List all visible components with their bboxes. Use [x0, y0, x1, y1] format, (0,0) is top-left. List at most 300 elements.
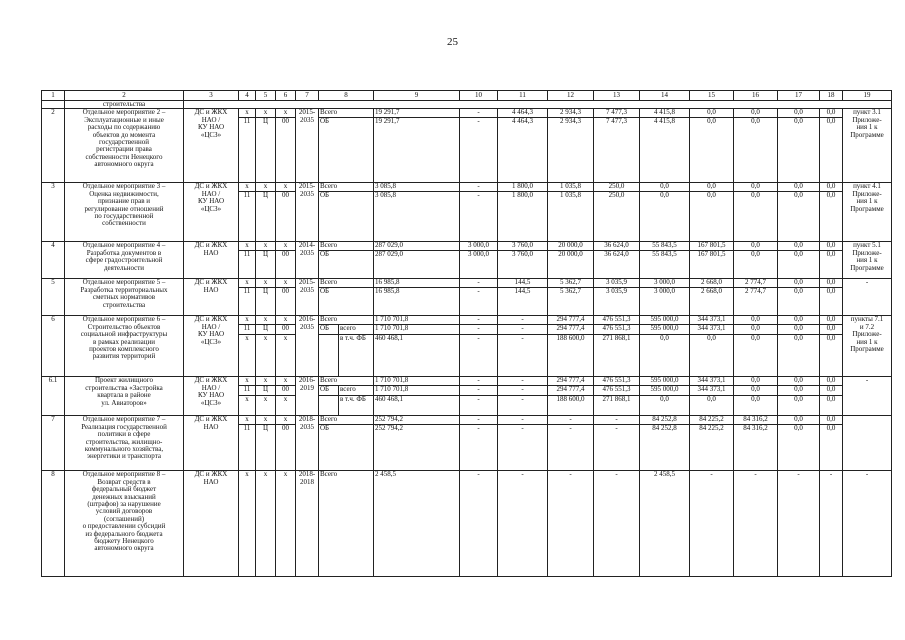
funding-source: в т.ч. ФБ [319, 396, 374, 416]
amount-cell: - [498, 416, 548, 425]
amount-cell: - [690, 471, 734, 577]
code-cell: х [256, 279, 276, 288]
column-header-5: 5 [256, 91, 276, 101]
column-header-3: 3 [184, 91, 239, 101]
period: 2018- 2018 [296, 471, 319, 577]
column-header-4: 4 [239, 91, 256, 101]
amount-cell: 84 252,8 [640, 425, 690, 471]
amount-cell: 1 710 701,8 [374, 316, 460, 325]
amount-cell: 2 774,7 [734, 279, 778, 288]
amount-cell: 1 800,0 [498, 183, 548, 192]
amount-cell: - [498, 325, 548, 335]
code-cell: 11 [239, 251, 256, 279]
code-cell: х [239, 279, 256, 288]
amount-cell: 0,0 [820, 396, 843, 416]
amount-cell: 5 362,7 [548, 279, 594, 288]
column-header-15: 15 [690, 91, 734, 101]
amount-cell: 0,0 [690, 118, 734, 183]
amount-cell: 3 760,0 [498, 242, 548, 251]
amount-cell: 287 029,0 [374, 242, 460, 251]
code-cell: х [276, 377, 296, 386]
code-cell: х [276, 279, 296, 288]
amount-cell: 188 600,0 [548, 335, 594, 377]
amount-cell: 5 362,7 [548, 288, 594, 316]
code-cell: 11 [239, 325, 256, 335]
amount-cell: - [460, 425, 498, 471]
executor: ДС и ЖКХ НАО / КУ НАО «ЦСЗ» [184, 183, 239, 242]
amount-cell: 4 415,8 [640, 109, 690, 118]
amount-cell: 0,0 [778, 396, 820, 416]
amount-cell: 167 801,5 [690, 251, 734, 279]
amount-cell: - [460, 377, 498, 386]
amount-cell: 344 373,1 [690, 377, 734, 386]
column-header-11: 11 [498, 91, 548, 101]
amount-cell: 0,0 [820, 325, 843, 335]
period: 2018- 2035 [296, 416, 319, 471]
amount-cell: 2 774,7 [734, 288, 778, 316]
amount-cell: 0,0 [820, 279, 843, 288]
amount-cell: 0,0 [690, 183, 734, 192]
code-cell: х [256, 183, 276, 192]
amount-cell: 84 225,2 [690, 416, 734, 425]
program-reference: пункты 7.1 и 7.2 Приложе- ния 1 к Программе [843, 316, 892, 377]
amount-cell: - [498, 377, 548, 386]
amount-cell: 0,0 [734, 192, 778, 242]
amount-cell: - [460, 386, 498, 396]
column-header-18: 18 [820, 91, 843, 101]
table-row [42, 109, 892, 118]
amount-cell: 0,0 [820, 118, 843, 183]
page-number: 25 [447, 36, 458, 48]
amount-cell: - [498, 316, 548, 325]
amount-cell: 0,0 [820, 416, 843, 425]
code-cell: х [239, 183, 256, 192]
code-cell: 11 [239, 288, 256, 316]
code-cell: х [276, 316, 296, 325]
funding-source: Всего [319, 416, 374, 425]
amount-cell: 84 252,8 [640, 416, 690, 425]
amount-cell: 0,0 [690, 109, 734, 118]
amount-cell: 287 029,0 [374, 251, 460, 279]
amount-cell: 250,0 [594, 183, 640, 192]
amount-cell: 0,0 [734, 325, 778, 335]
amount-cell: 1 800,0 [498, 192, 548, 242]
funding-source: Всего [319, 279, 374, 288]
amount-cell: - [594, 471, 640, 577]
code-cell: х [276, 109, 296, 118]
amount-cell: 252 794,2 [374, 416, 460, 425]
amount-cell: 7 477,3 [594, 109, 640, 118]
amount-cell: 0,0 [640, 335, 690, 377]
funding-source: ОБ [319, 425, 374, 471]
amount-cell: 3 760,0 [498, 251, 548, 279]
amount-cell: 344 373,1 [690, 325, 734, 335]
program-reference: пункт 3.1 Приложе- ния 1 к Программе [843, 109, 892, 183]
code-cell: 11 [239, 118, 256, 183]
executor: ДС и ЖКХ НАО [184, 242, 239, 279]
code-cell: Ц [256, 425, 276, 471]
code-cell: х [256, 396, 276, 416]
activity-name: Отдельное мероприятие 5 – Разработка территориальных сметных нормативов строительства [65, 279, 184, 316]
row-number: 8 [42, 471, 65, 577]
program-reference [843, 416, 892, 471]
amount-cell: 36 624,0 [594, 251, 640, 279]
amount-cell: 595 000,0 [640, 377, 690, 386]
amount-cell: 1 035,8 [548, 192, 594, 242]
code-cell: х [239, 416, 256, 425]
amount-cell: 0,0 [778, 425, 820, 471]
column-header-10: 10 [460, 91, 498, 101]
amount-cell: 144,5 [498, 279, 548, 288]
amount-cell: 460 468,1 [374, 335, 460, 377]
table-body [42, 91, 892, 577]
amount-cell: - [498, 471, 548, 577]
amount-cell: 4 464,3 [498, 109, 548, 118]
amount-cell: - [460, 316, 498, 325]
amount-cell: 0,0 [778, 377, 820, 386]
amount-cell: 0,0 [820, 109, 843, 118]
column-header-1: 1 [42, 91, 65, 101]
amount-cell: 188 600,0 [548, 396, 594, 416]
amount-cell: - [498, 396, 548, 416]
amount-cell: - [460, 109, 498, 118]
amount-cell: 4 415,8 [640, 118, 690, 183]
column-header-16: 16 [734, 91, 778, 101]
amount-cell: - [460, 471, 498, 577]
amount-cell: 3 000,0 [640, 288, 690, 316]
amount-cell: 0,0 [734, 242, 778, 251]
amount-cell: 0,0 [820, 425, 843, 471]
table-row [42, 279, 892, 288]
amount-cell: 20 000,0 [548, 251, 594, 279]
amount-cell: 3 000,0 [640, 279, 690, 288]
amount-cell: 3 085,8 [374, 183, 460, 192]
amount-cell: 595 000,0 [640, 386, 690, 396]
amount-cell: 7 477,3 [594, 118, 640, 183]
column-header-2: 2 [65, 91, 184, 101]
amount-cell: 0,0 [734, 386, 778, 396]
amount-cell: 55 843,5 [640, 242, 690, 251]
activity-name: Проект жилищного строительства «Застройка квартала в районе ул. Авиаторов» [65, 377, 184, 416]
amount-cell: 0,0 [690, 396, 734, 416]
period: 2014- 2035 [296, 242, 319, 279]
amount-cell: 0,0 [820, 377, 843, 386]
activity-name: Отдельное мероприятие 3 – Оценка недвижимости, признание прав и регулирование отношений по государственной собственности [65, 183, 184, 242]
amount-cell: 294 777,4 [548, 316, 594, 325]
column-header-9: 9 [374, 91, 460, 101]
activity-name: Отдельное мероприятие 7 – Реализация государственной политики в сфере строительства, жилищно- коммунального хозяйства, энергетики и транспорта [65, 416, 184, 471]
executor: ДС и ЖКХ НАО / КУ НАО «ЦСЗ» [184, 377, 239, 416]
table-row [42, 242, 892, 251]
amount-cell: 2 934,3 [548, 109, 594, 118]
amount-cell: - [460, 183, 498, 192]
funding-source: Всего [319, 377, 374, 386]
code-cell: х [239, 242, 256, 251]
code-cell: х [256, 377, 276, 386]
amount-cell: 1 710 701,8 [374, 386, 460, 396]
code-cell: 00 [276, 386, 296, 396]
period: 2016- 2019 [296, 377, 319, 416]
amount-cell: 294 777,4 [548, 377, 594, 386]
amount-cell: 16 985,8 [374, 279, 460, 288]
program-reference: - [843, 279, 892, 316]
row-number: 6.1 [42, 377, 65, 416]
funding-source: ОБ всего [319, 325, 374, 335]
code-cell: х [256, 242, 276, 251]
amount-cell: 252 794,2 [374, 425, 460, 471]
amount-cell: 344 373,1 [690, 316, 734, 325]
code-cell: х [256, 316, 276, 325]
amount-cell: 0,0 [734, 396, 778, 416]
amount-cell: 2 458,5 [640, 471, 690, 577]
amount-cell: - [594, 425, 640, 471]
column-header-7: 7 [296, 91, 319, 101]
amount-cell: 3 085,8 [374, 192, 460, 242]
amount-cell: 55 843,5 [640, 251, 690, 279]
code-cell: Ц [256, 192, 276, 242]
amount-cell: 0,0 [640, 396, 690, 416]
amount-cell: - [594, 416, 640, 425]
amount-cell: 0,0 [734, 377, 778, 386]
amount-cell: 294 777,4 [548, 386, 594, 396]
amount-cell: 460 468,1 [374, 396, 460, 416]
amount-cell: 0,0 [778, 118, 820, 183]
funding-source: ОБ [319, 118, 374, 183]
amount-cell: 0,0 [690, 192, 734, 242]
funding-source: ОБ [319, 288, 374, 316]
period: 2015- 2035 [296, 109, 319, 183]
code-cell: 00 [276, 192, 296, 242]
code-cell: х [239, 109, 256, 118]
amount-cell: 0,0 [640, 192, 690, 242]
amount-cell: 3 000,0 [460, 242, 498, 251]
period: 2016- 2035 [296, 316, 319, 377]
funding-source: ОБ [319, 192, 374, 242]
row-number: 5 [42, 279, 65, 316]
amount-cell: 0,0 [734, 183, 778, 192]
activity-name: Отдельное мероприятие 8 – Возврат средств в федеральный бюджет денежных взысканий (штрафов) за нарушение условий договоров (соглашений) о предоставлении субсидий из федерального бюджета бюджету Ненецкого автономного округа [65, 471, 184, 577]
code-cell: х [239, 316, 256, 325]
amount-cell: 144,5 [498, 288, 548, 316]
column-header-14: 14 [640, 91, 690, 101]
amount-cell: 0,0 [778, 183, 820, 192]
amount-cell: 0,0 [778, 109, 820, 118]
amount-cell: - [460, 279, 498, 288]
amount-cell: 2 668,0 [690, 279, 734, 288]
amount-cell: 476 551,3 [594, 316, 640, 325]
amount-cell: 0,0 [820, 386, 843, 396]
amount-cell: - [498, 386, 548, 396]
amount-cell: - [460, 118, 498, 183]
amount-cell: 0,0 [734, 251, 778, 279]
code-cell: х [276, 335, 296, 377]
amount-cell: - [498, 425, 548, 471]
code-cell: х [256, 416, 276, 425]
amount-cell: 2 668,0 [690, 288, 734, 316]
amount-cell: 1 035,8 [548, 183, 594, 192]
amount-cell: - [460, 416, 498, 425]
table-row [42, 377, 892, 386]
funding-source: Всего [319, 242, 374, 251]
amount-cell: 0,0 [778, 386, 820, 396]
amount-cell: - [498, 335, 548, 377]
funding-source: Всего [319, 183, 374, 192]
column-header-19: 19 [843, 91, 892, 101]
amount-cell: 19 291,7 [374, 118, 460, 183]
code-cell: 11 [239, 192, 256, 242]
amount-cell: - [548, 471, 594, 577]
code-cell: х [276, 242, 296, 251]
executor: ДС и ЖКХ НАО / КУ НАО «ЦСЗ» [184, 316, 239, 377]
column-header-6: 6 [276, 91, 296, 101]
program-activities-table [41, 90, 892, 577]
row-number: 2 [42, 109, 65, 183]
amount-cell: 36 624,0 [594, 242, 640, 251]
table-row [42, 471, 892, 577]
activity-name: Отдельное мероприятие 6 – Строительство объектов социальной инфраструктуры в рамках реализации проектов комплексного развития территорий [65, 316, 184, 377]
amount-cell: 20 000,0 [548, 242, 594, 251]
executor: ДС и ЖКХ НАО / КУ НАО «ЦСЗ» [184, 109, 239, 183]
amount-cell: - [820, 471, 843, 577]
amount-cell: 0,0 [734, 118, 778, 183]
code-cell: х [276, 416, 296, 425]
amount-cell: 595 000,0 [640, 316, 690, 325]
code-cell: Ц [256, 288, 276, 316]
amount-cell: 0,0 [820, 242, 843, 251]
code-cell: 11 [239, 386, 256, 396]
amount-cell: - [460, 288, 498, 316]
amount-cell: 271 868,1 [594, 396, 640, 416]
column-header-8: 8 [319, 91, 374, 101]
row-number: 4 [42, 242, 65, 279]
code-cell: 11 [239, 425, 256, 471]
amount-cell: 19 291,7 [374, 109, 460, 118]
amount-cell: 250,0 [594, 192, 640, 242]
amount-cell: - [460, 396, 498, 416]
amount-cell: - [460, 325, 498, 335]
amount-cell: 0,0 [820, 335, 843, 377]
activity-name: Отдельное мероприятие 2 – Эксплуатационные и иные расходы по содержанию объектов до момента государственной регистрации права собственности Ненецкого автономного округа [65, 109, 184, 183]
amount-cell: 476 551,3 [594, 386, 640, 396]
period: 2015- 2035 [296, 279, 319, 316]
amount-cell: 0,0 [820, 192, 843, 242]
amount-cell: 476 551,3 [594, 325, 640, 335]
amount-cell: 595 000,0 [640, 325, 690, 335]
amount-cell: 344 373,1 [690, 386, 734, 396]
amount-cell: 0,0 [778, 316, 820, 325]
amount-cell: 167 801,5 [690, 242, 734, 251]
column-header-12: 12 [548, 91, 594, 101]
amount-cell: 0,0 [820, 288, 843, 316]
code-cell: х [239, 471, 256, 577]
funding-source: ОБ [319, 251, 374, 279]
continuation-text: строительства [65, 101, 184, 109]
amount-cell: 0,0 [734, 316, 778, 325]
amount-cell: 3 000,0 [460, 251, 498, 279]
funding-source: Всего [319, 471, 374, 577]
amount-cell: 0,0 [820, 251, 843, 279]
funding-source: Всего [319, 109, 374, 118]
amount-cell: 0,0 [778, 325, 820, 335]
amount-cell: 294 777,4 [548, 325, 594, 335]
amount-cell: 0,0 [778, 279, 820, 288]
code-cell: Ц [256, 118, 276, 183]
code-cell: х [239, 335, 256, 377]
amount-cell: 84 316,2 [734, 416, 778, 425]
column-header-17: 17 [778, 91, 820, 101]
amount-cell: 3 035,9 [594, 288, 640, 316]
program-reference: - [843, 471, 892, 577]
code-cell: х [256, 109, 276, 118]
code-cell: х [256, 335, 276, 377]
code-cell: 00 [276, 288, 296, 316]
amount-cell: - [548, 425, 594, 471]
amount-cell: - [548, 416, 594, 425]
amount-cell: 1 710 701,8 [374, 325, 460, 335]
funding-source: Всего [319, 316, 374, 325]
amount-cell: 0,0 [778, 416, 820, 425]
column-number-header [42, 91, 892, 101]
amount-cell: - [460, 192, 498, 242]
amount-cell: 0,0 [640, 183, 690, 192]
amount-cell: 0,0 [734, 109, 778, 118]
code-cell: х [239, 377, 256, 386]
amount-cell: 271 868,1 [594, 335, 640, 377]
amount-cell: - [734, 471, 778, 577]
row-number: 7 [42, 416, 65, 471]
amount-cell: - [778, 471, 820, 577]
amount-cell: 0,0 [778, 335, 820, 377]
code-cell: х [276, 396, 296, 416]
amount-cell: 0,0 [820, 316, 843, 325]
code-cell: х [276, 471, 296, 577]
code-cell: х [239, 396, 256, 416]
table-row [42, 316, 892, 325]
program-reference: пункт 5.1 Приложе- ния 1 к Программе [843, 242, 892, 279]
code-cell: х [256, 471, 276, 577]
code-cell: 00 [276, 425, 296, 471]
continuation-row [42, 101, 892, 109]
table-row [42, 183, 892, 192]
column-header-13: 13 [594, 91, 640, 101]
code-cell: 00 [276, 251, 296, 279]
amount-cell: 84 225,2 [690, 425, 734, 471]
code-cell: х [276, 183, 296, 192]
amount-cell: 1 710 701,8 [374, 377, 460, 386]
executor: ДС и ЖКХ НАО [184, 279, 239, 316]
amount-cell: 476 551,3 [594, 377, 640, 386]
code-cell: Ц [256, 325, 276, 335]
amount-cell: 4 464,3 [498, 118, 548, 183]
amount-cell: 0,0 [778, 192, 820, 242]
amount-cell: 0,0 [778, 288, 820, 316]
executor: ДС и ЖКХ НАО [184, 416, 239, 471]
row-number: 6 [42, 316, 65, 377]
executor: ДС и ЖКХ НАО [184, 471, 239, 577]
amount-cell: 0,0 [778, 251, 820, 279]
code-cell: Ц [256, 251, 276, 279]
amount-cell: 0,0 [690, 335, 734, 377]
table-row [42, 416, 892, 425]
program-reference: пункт 4.1 Приложе- ния 1 к Программе [843, 183, 892, 242]
code-cell: Ц [256, 386, 276, 396]
funding-source: ОБ всего [319, 386, 374, 396]
amount-cell: 2 458,5 [374, 471, 460, 577]
code-cell: 00 [276, 325, 296, 335]
funding-source: в т.ч. ФБ [319, 335, 374, 377]
activity-name: Отдельное мероприятие 4 – Разработка документов в сфере градостроительной деятельности [65, 242, 184, 279]
code-cell: 00 [276, 118, 296, 183]
